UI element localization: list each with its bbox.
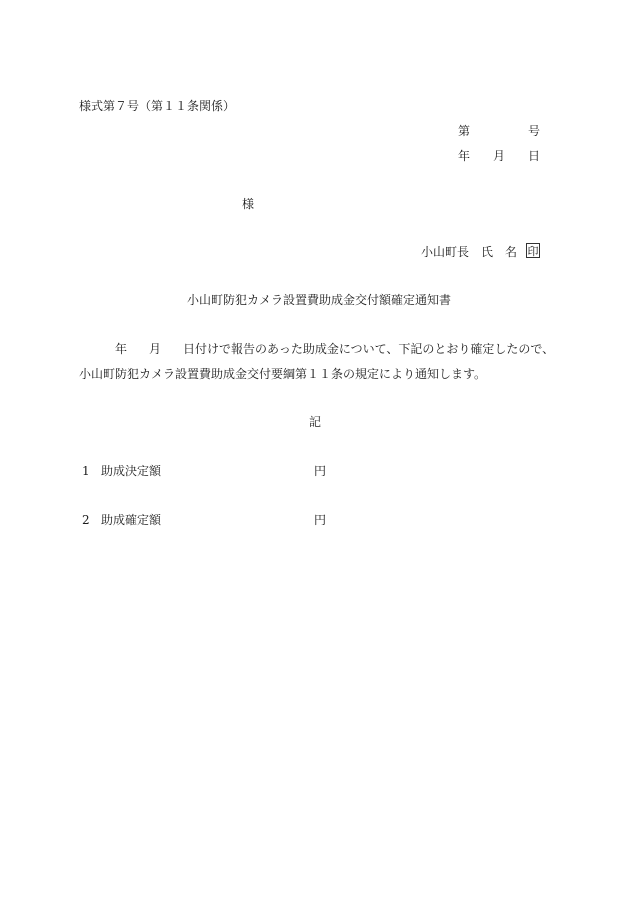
body-line-1: 日付けで報告のあった助成金について、下記のとおり確定したので、	[183, 342, 555, 356]
item-number: 1	[82, 464, 90, 478]
ki-heading: 記	[309, 415, 322, 429]
body-year-label: 年	[115, 342, 128, 356]
date-day-label: 日	[528, 149, 541, 163]
date-year-label: 年	[458, 149, 471, 163]
number-prefix: 第	[458, 124, 471, 138]
item-unit: 円	[314, 464, 327, 478]
number-suffix: 号	[528, 124, 541, 138]
item-unit: 円	[314, 513, 327, 527]
sender-name-mei: 名	[505, 245, 518, 259]
document-title: 小山町防犯カメラ設置費助成金交付額確定通知書	[187, 293, 452, 307]
item-label: 助成決定額	[101, 464, 162, 478]
sender-name-shi: 氏	[481, 245, 494, 259]
item-number: 2	[82, 513, 90, 527]
date-month-label: 月	[493, 149, 506, 163]
addressee-suffix: 様	[242, 197, 255, 211]
item-label: 助成確定額	[101, 513, 162, 527]
sender-office: 小山町長	[421, 245, 470, 259]
seal-mark: 印	[527, 245, 539, 258]
body-line-2: 小山町防犯カメラ設置費助成金交付要綱第１１条の規定により通知します。	[79, 367, 487, 381]
body-month-label: 月	[149, 342, 162, 356]
form-label: 様式第７号（第１１条関係）	[79, 99, 236, 113]
